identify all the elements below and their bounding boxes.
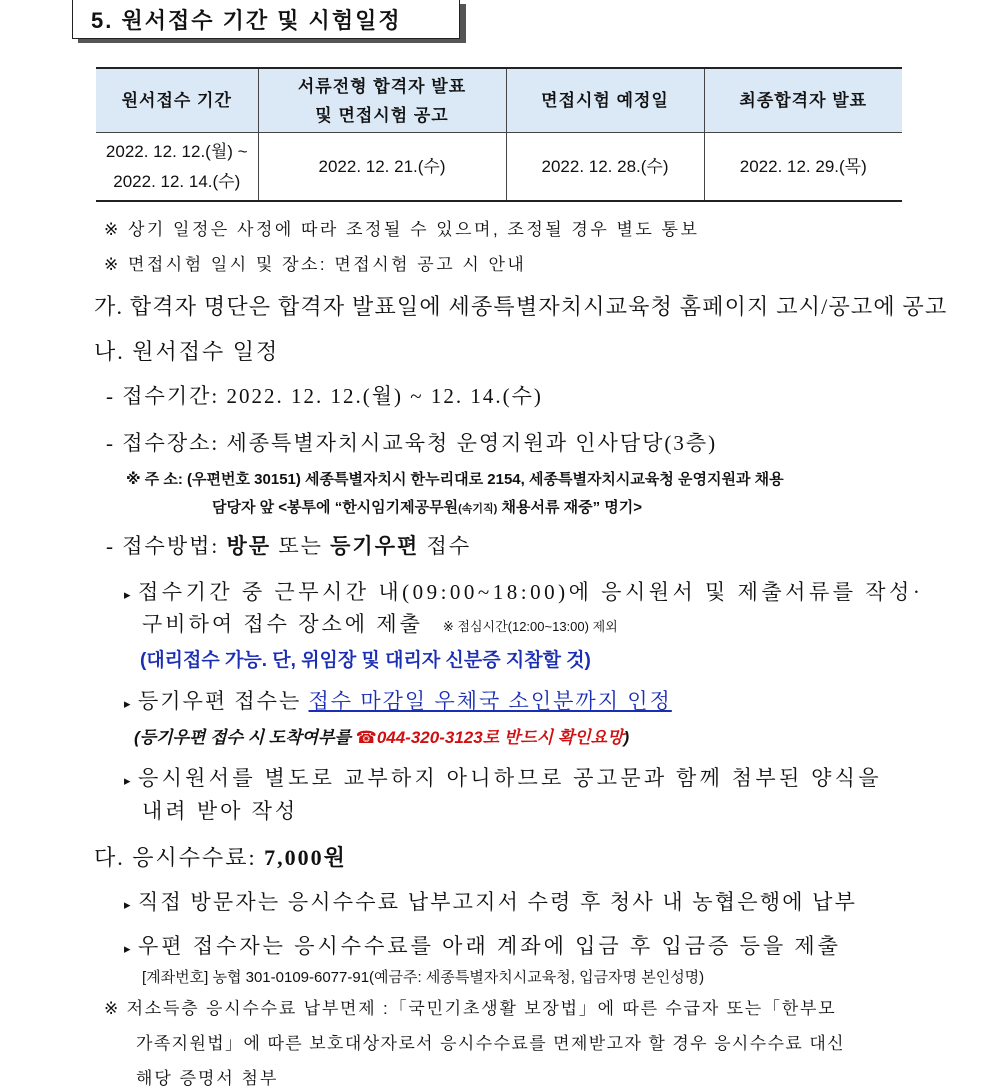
address-line2-a: 담당자 앞 <봉투에 “한시임기제공무원 (212, 499, 459, 516)
method-suffix: 접수 (419, 534, 472, 558)
bullet-2-line1 (124, 685, 672, 715)
note-interview-place: ※ 면접시험 일시 및 장소: 면접시험 공고 시 안내 (104, 255, 527, 274)
fee-bullet-2 (124, 930, 841, 960)
bullet-2-note-a: (등기우편 접수 시 도착여부를 (134, 728, 356, 747)
bullet-1-line2 (142, 608, 618, 638)
cell-interview-date: 2022. 12. 28.(수) (506, 133, 704, 202)
fee-bullet-2-text: 우편 접수자는 응시수수료를 아래 계좌에 입금 후 입금증 등을 제출 (138, 934, 841, 958)
section-title-box (72, 0, 460, 39)
bullet-icon: ▸ (124, 773, 134, 788)
cell-document-pass: 2022. 12. 21.(수) (258, 133, 506, 202)
address-line1: ※ 주 소: (우편번호 30151) 세종특별자치시 한누리대로 2154, 세종특별자치시교육청 운영지원과 채용 (126, 471, 784, 488)
header-document-pass (258, 68, 506, 133)
exemption-line3: 해당 증명서 첨부 (136, 1069, 279, 1088)
bullet-icon: ▸ (124, 696, 133, 711)
header-interview-date: 면접시험 예정일 (506, 68, 704, 133)
table-row (96, 133, 902, 202)
address-line2-small: (속기직) (458, 503, 498, 515)
header-document-pass-line1: 서류전형 합격자 발표 (297, 76, 467, 96)
bullet-1-text1: 접수기간 중 근무시간 내(09:00~18:00)에 응시원서 및 제출서류를 작성· (138, 580, 924, 604)
application-period: - 접수기간: 2022. 12. 12.(월) ~ 12. 14.(수) (106, 384, 543, 408)
fee-amount: 7,000원 (264, 845, 347, 870)
bullet-3-line1 (124, 762, 882, 792)
address-line2-b: 채용서류 재중” 명기> (497, 499, 643, 516)
phone-icon: ☎ (355, 728, 377, 747)
bullet-1-text2: 구비하여 접수 장소에 제출 (142, 612, 423, 636)
method-post: 등기우편 (330, 534, 420, 558)
cell-application-period (96, 133, 258, 202)
method-prefix: - 접수방법: (106, 534, 227, 558)
exemption-line2: 가족지원법」에 따른 보호대상자로서 응시수수료를 면제받고자 할 경우 응시수수료 대신 (136, 1034, 845, 1053)
account-info: [계좌번호] 농협 301-0109-6077-91(예금주: 세종특별자치시교육청, 입금자명 본인성명) (142, 969, 705, 986)
bullet-2-note-b: ) (623, 728, 630, 747)
schedule-table (96, 67, 902, 202)
bullet-3-text1: 응시원서를 별도로 교부하지 아니하므로 공고문과 함께 첨부된 양식을 (138, 766, 882, 790)
item-da (94, 841, 347, 872)
header-application-period: 원서접수 기간 (96, 68, 258, 133)
bullet-2-underlined: 접수 마감일 우체국 소인분까지 인정 (308, 689, 672, 713)
proxy-note: (대리접수 가능. 단, 위임장 및 대리자 신분증 지참할 것) (140, 650, 591, 671)
period-line1: 2022. 12. 12.(월) ~ (105, 141, 248, 161)
bullet-icon: ▸ (124, 897, 133, 912)
fee-bullet-1-text: 직접 방문자는 응시수수료 납부고지서 수령 후 청사 내 농협은행에 납부 (138, 890, 858, 914)
method-mid: 또는 (271, 534, 331, 558)
address-line2 (212, 496, 642, 517)
da-prefix: 다. 응시수수료: (94, 845, 265, 870)
cell-final-result: 2022. 12. 29.(목) (704, 133, 902, 202)
period-line2: 2022. 12. 14.(수) (113, 171, 241, 191)
application-place: - 접수장소: 세종특별자치시교육청 운영지원과 인사담당(3층) (106, 431, 718, 455)
bullet-icon: ▸ (124, 941, 134, 956)
method-visit: 방문 (226, 534, 272, 558)
note-schedule-change: ※ 상기 일정은 사정에 따라 조정될 수 있으며, 조정될 경우 별도 통보 (104, 220, 700, 239)
lunch-note: ※ 점심시간(12:00~13:00) 제외 (442, 619, 618, 634)
fee-bullet-1 (124, 886, 857, 916)
bullet-icon: ▸ (124, 587, 135, 602)
table-header-row (96, 68, 902, 133)
item-na: 나. 원서접수 일정 (94, 339, 280, 364)
section-title: 5. 원서접수 기간 및 시험일정 (91, 8, 402, 33)
bullet-2-prefix: 등기우편 접수는 (138, 689, 309, 713)
bullet-1-line1 (124, 576, 923, 606)
application-method (106, 530, 471, 560)
bullet-2-note (134, 723, 629, 748)
header-document-pass-line2: 및 면접시험 공고 (315, 105, 449, 125)
bullet-3-line2: 내려 받아 작성 (142, 799, 299, 823)
header-final-result: 최종합격자 발표 (704, 68, 902, 133)
item-ga: 가. 합격자 명단은 합격자 발표일에 세종특별자치시교육청 홈페이지 고시/공고에 공고 (94, 294, 948, 319)
phone-number: 044-320-3123로 반드시 확인요망 (376, 728, 624, 747)
exemption-line1: ※ 저소득층 응시수수료 납부면제 :「국민기초생활 보장법」에 따른 수급자 또는「한부모 (104, 999, 837, 1018)
